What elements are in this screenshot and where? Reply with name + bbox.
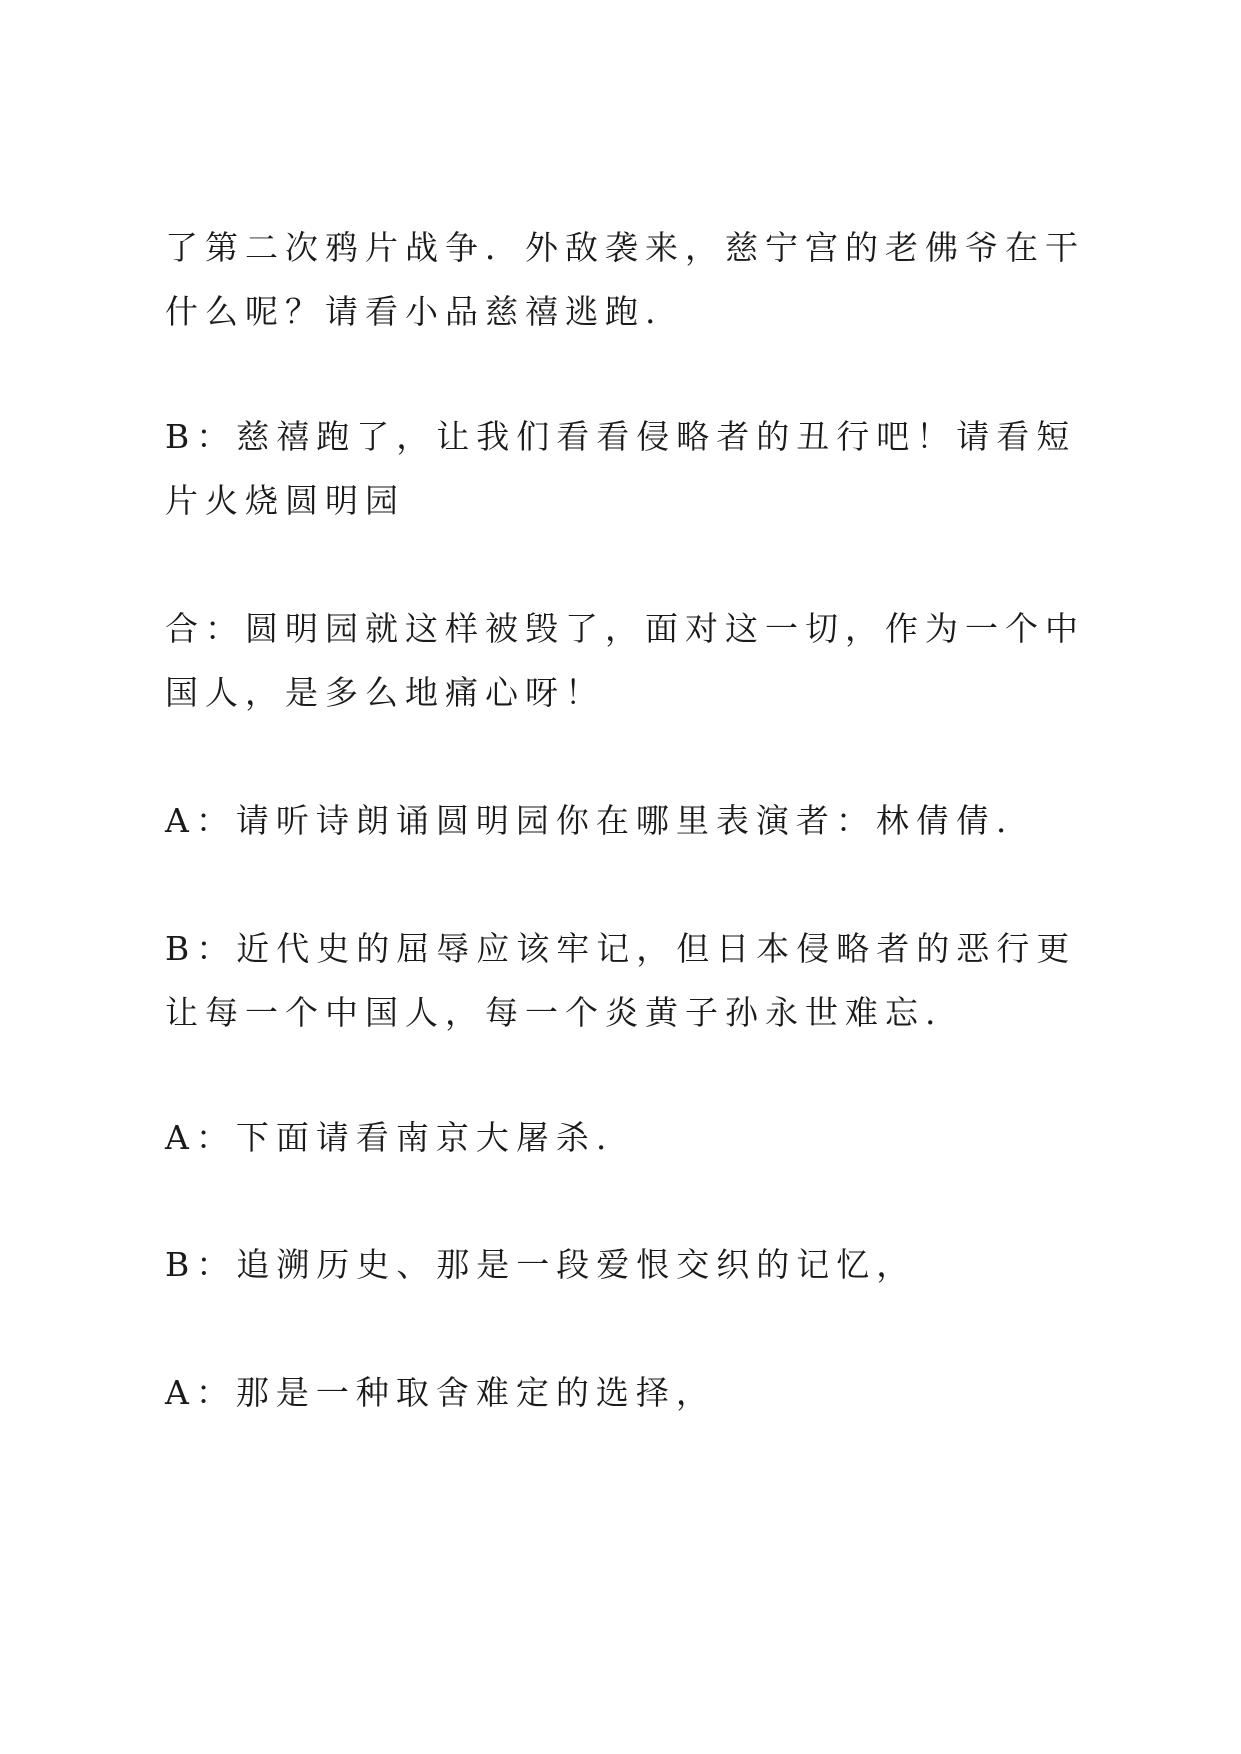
paragraph-choice: A：那是一种取舍难定的选择， bbox=[165, 1373, 716, 1412]
paragraph-trace-history: B：追溯历史、那是一段爱恨交织的记忆， bbox=[165, 1245, 917, 1284]
paragraph-yuanmingyuan-destroyed: 合：圆明园就这样被毁了，面对这一切，作为一个中国人，是多么地痛心呀！ bbox=[165, 609, 1085, 712]
paragraph-modern-history: B：近代史的屈辱应该牢记，但日本侵略者的恶行更让每一个中国人，每一个炎黄子孙永世难忘. bbox=[165, 929, 1077, 1032]
paragraph-nanjing: A：下面请看南京大屠杀. bbox=[165, 1118, 614, 1157]
paragraph-opium-war: 了第二次鸦片战争．外敌袭来，慈宁宫的老佛爷在干什么呢？请看小品慈禧逃跑. bbox=[165, 228, 1085, 331]
paragraph-poem-recital: A：请听诗朗诵圆明园你在哪里表演者：林倩倩. bbox=[165, 801, 1014, 840]
paragraph-cixi-ran: B：慈禧跑了，让我们看看侵略者的丑行吧！请看短片火烧圆明园 bbox=[165, 417, 1077, 520]
